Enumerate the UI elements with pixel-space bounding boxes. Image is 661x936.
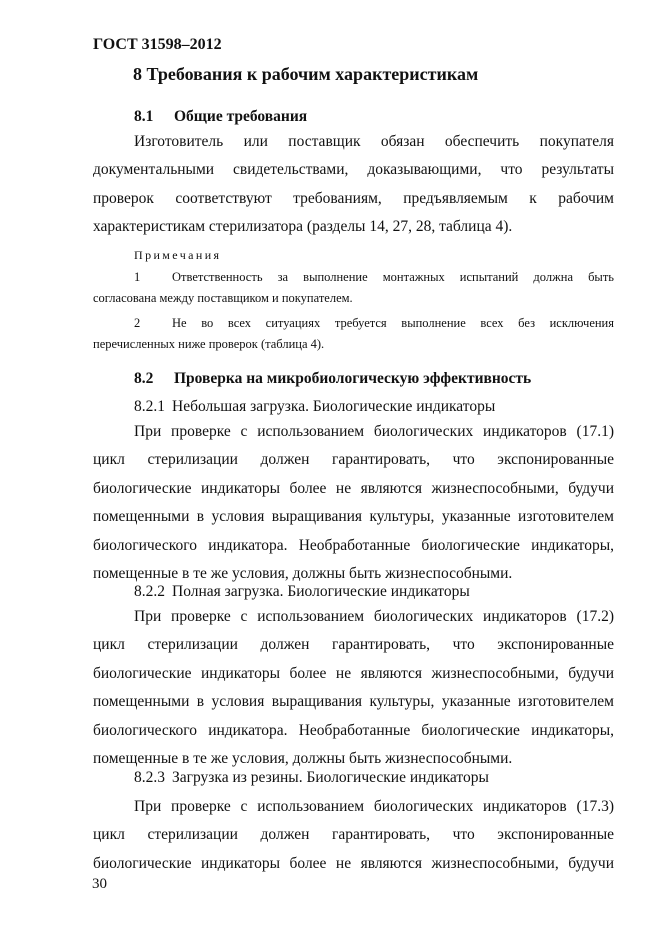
page-number: 30 [92, 876, 107, 892]
paragraph-8-1 [93, 128, 614, 242]
text-line: цикл стерилизации должен гарантировать, что экспонированные [93, 636, 614, 654]
text-line: цикл стерилизации должен гарантировать, что экспонированные [93, 826, 614, 844]
text-line: помещенными в условия выращивания культуры, указанные изготовителем [93, 508, 614, 526]
clause-number: 8.2.1 [134, 398, 165, 415]
text-line: При проверке с использованием биологических индикаторов (17.1) [134, 423, 614, 440]
text-line: При проверке с использованием биологических индикаторов (17.3) [134, 798, 614, 815]
standard-designation: ГОСТ 31598–2012 [93, 36, 222, 53]
section-title: 8 Требования к рабочим характеристикам [133, 64, 479, 84]
note-text: согласована между поставщиком и покупателем. [93, 291, 353, 305]
note-text: Не во всех ситуациях требуется выполнение всех без исключения [172, 316, 614, 330]
note-number: 2 [134, 316, 141, 330]
text-line: Изготовитель или поставщик обязан обеспечить покупателя [134, 133, 614, 150]
notes-heading: Примечания [134, 248, 222, 262]
text-line: биологического индикатора. Необработанные биологические индикаторы, [93, 721, 614, 739]
subsection-number: 8.1 [134, 108, 154, 125]
subsection-heading-8-1 [134, 108, 307, 126]
subsection-title: Общие требования [174, 108, 308, 125]
clause-heading-8-2-1 [134, 398, 495, 416]
note-1 [93, 267, 614, 309]
text-line: характеристикам стерилизатора (разделы 14, 27, 28, таблица 4). [93, 218, 513, 236]
subsection-heading-8-2 [134, 370, 531, 388]
subsection-number: 8.2 [134, 370, 154, 387]
text-line: биологические индикаторы более не являются жизнеспособными, будучи [93, 664, 614, 682]
paragraph-8-2-3 [93, 793, 614, 878]
text-line: биологические индикаторы более не являются жизнеспособными, будучи [93, 854, 614, 872]
clause-number: 8.2.3 [134, 769, 165, 786]
text-line: помещенными в условия выращивания культуры, указанные изготовителем [93, 693, 614, 711]
note-number: 1 [134, 270, 141, 284]
text-line: цикл стерилизации должен гарантировать, что экспонированные [93, 451, 614, 469]
clause-title: Загрузка из резины. Биологические индикаторы [172, 769, 489, 786]
clause-title: Небольшая загрузка. Биологические индикаторы [172, 398, 496, 415]
text-line: помещенные в те же условия, должны быть жизнеспособными. [93, 564, 513, 582]
clause-heading-8-2-2 [134, 583, 470, 601]
clause-title: Полная загрузка. Биологические индикаторы [172, 583, 470, 600]
note-text: перечисленных ниже проверок (таблица 4). [93, 337, 325, 351]
paragraph-8-2-1 [93, 418, 614, 588]
text-line: документальными свидетельствами, доказывающими, что результаты [93, 161, 614, 179]
clause-number: 8.2.2 [134, 583, 165, 600]
text-line: При проверке с использованием биологических индикаторов (17.2) [134, 608, 614, 625]
subsection-title: Проверка на микробиологическую эффективность [174, 370, 532, 387]
paragraph-8-2-2 [93, 603, 614, 773]
note-text: Ответственность за выполнение монтажных испытаний должна быть [172, 270, 614, 284]
text-line: проверок соответствуют требованиям, предъявляемым к рабочим [93, 189, 614, 207]
note-2 [93, 313, 614, 355]
text-line: биологического индикатора. Необработанные биологические индикаторы, [93, 536, 614, 554]
text-line: биологические индикаторы более не являются жизнеспособными, будучи [93, 479, 614, 497]
clause-heading-8-2-3 [134, 769, 489, 787]
text-line: помещенные в те же условия, должны быть жизнеспособными. [93, 749, 513, 767]
